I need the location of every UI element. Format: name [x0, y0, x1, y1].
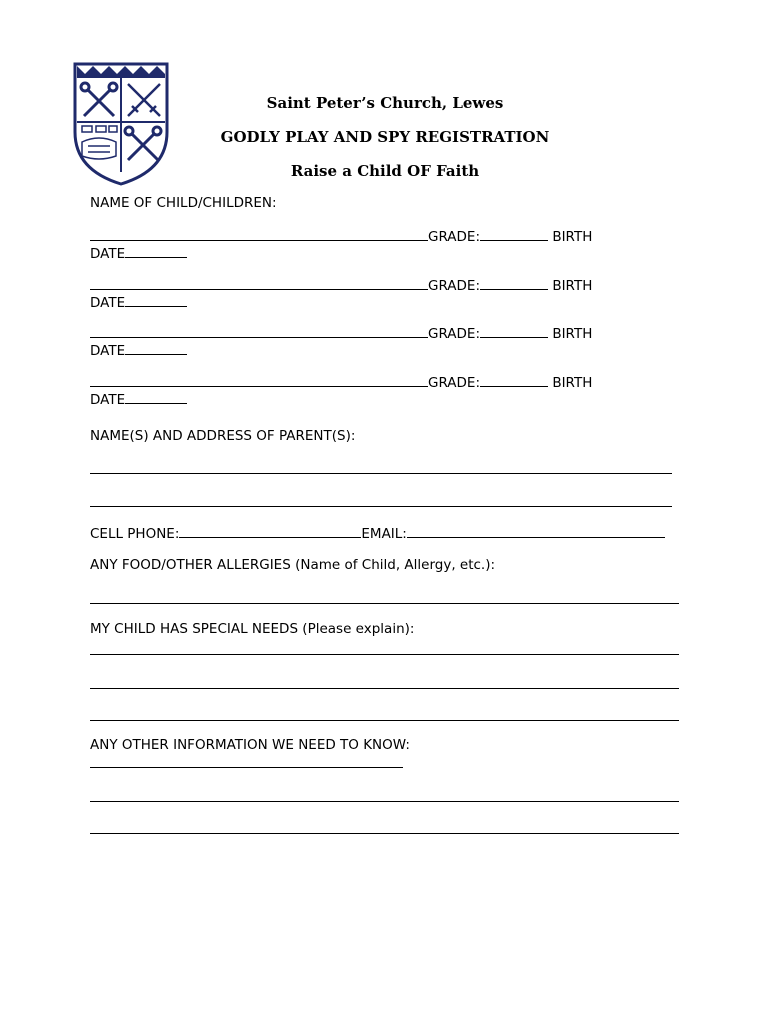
child-name-field[interactable]: [90, 324, 428, 338]
contact-row: CELL PHONE: EMAIL:: [90, 524, 665, 543]
grade-field[interactable]: [480, 276, 548, 290]
special-needs-label: MY CHILD HAS SPECIAL NEEDS (Please explain):: [90, 621, 415, 637]
special-needs-line[interactable]: [90, 688, 679, 689]
other-info-line[interactable]: [90, 767, 403, 768]
special-needs-line[interactable]: [90, 654, 679, 655]
allergies-line[interactable]: [90, 603, 679, 604]
parent-address-line[interactable]: [90, 506, 672, 507]
email-field[interactable]: [407, 524, 665, 538]
birth-date-row: DATE: [90, 244, 187, 263]
child-row: GRADE: BIRTH: [90, 324, 592, 343]
birth-date-field[interactable]: [125, 390, 187, 404]
birth-date-field[interactable]: [125, 341, 187, 355]
parent-address-line[interactable]: [90, 473, 672, 474]
child-name-field[interactable]: [90, 276, 428, 290]
special-needs-line[interactable]: [90, 720, 679, 721]
grade-field[interactable]: [480, 324, 548, 338]
form-title: GODLY PLAY AND SPY REGISTRATION: [220, 128, 550, 146]
church-crest-logo: [72, 62, 170, 186]
other-info-line[interactable]: [90, 833, 679, 834]
child-row: GRADE: BIRTH: [90, 373, 592, 392]
birth-date-row: DATE: [90, 390, 187, 409]
grade-field[interactable]: [480, 227, 548, 241]
birth-date-field[interactable]: [125, 293, 187, 307]
church-name: Saint Peter’s Church, Lewes: [266, 94, 504, 112]
birth-date-field[interactable]: [125, 244, 187, 258]
form-motto: Raise a Child OF Faith: [290, 162, 480, 180]
cell-phone-field[interactable]: [179, 524, 361, 538]
birth-date-row: DATE: [90, 341, 187, 360]
child-row: GRADE: BIRTH: [90, 276, 592, 295]
child-name-field[interactable]: [90, 373, 428, 387]
grade-field[interactable]: [480, 373, 548, 387]
child-row: GRADE: BIRTH: [90, 227, 592, 246]
child-name-field[interactable]: [90, 227, 428, 241]
parents-label: NAME(S) AND ADDRESS OF PARENT(S):: [90, 428, 356, 444]
other-info-label: ANY OTHER INFORMATION WE NEED TO KNOW:: [90, 737, 410, 753]
allergies-label: ANY FOOD/OTHER ALLERGIES (Name of Child, Allergy, etc.):: [90, 557, 496, 573]
other-info-line[interactable]: [90, 801, 679, 802]
birth-date-row: DATE: [90, 293, 187, 312]
children-section-label: NAME OF CHILD/CHILDREN:: [90, 195, 277, 211]
